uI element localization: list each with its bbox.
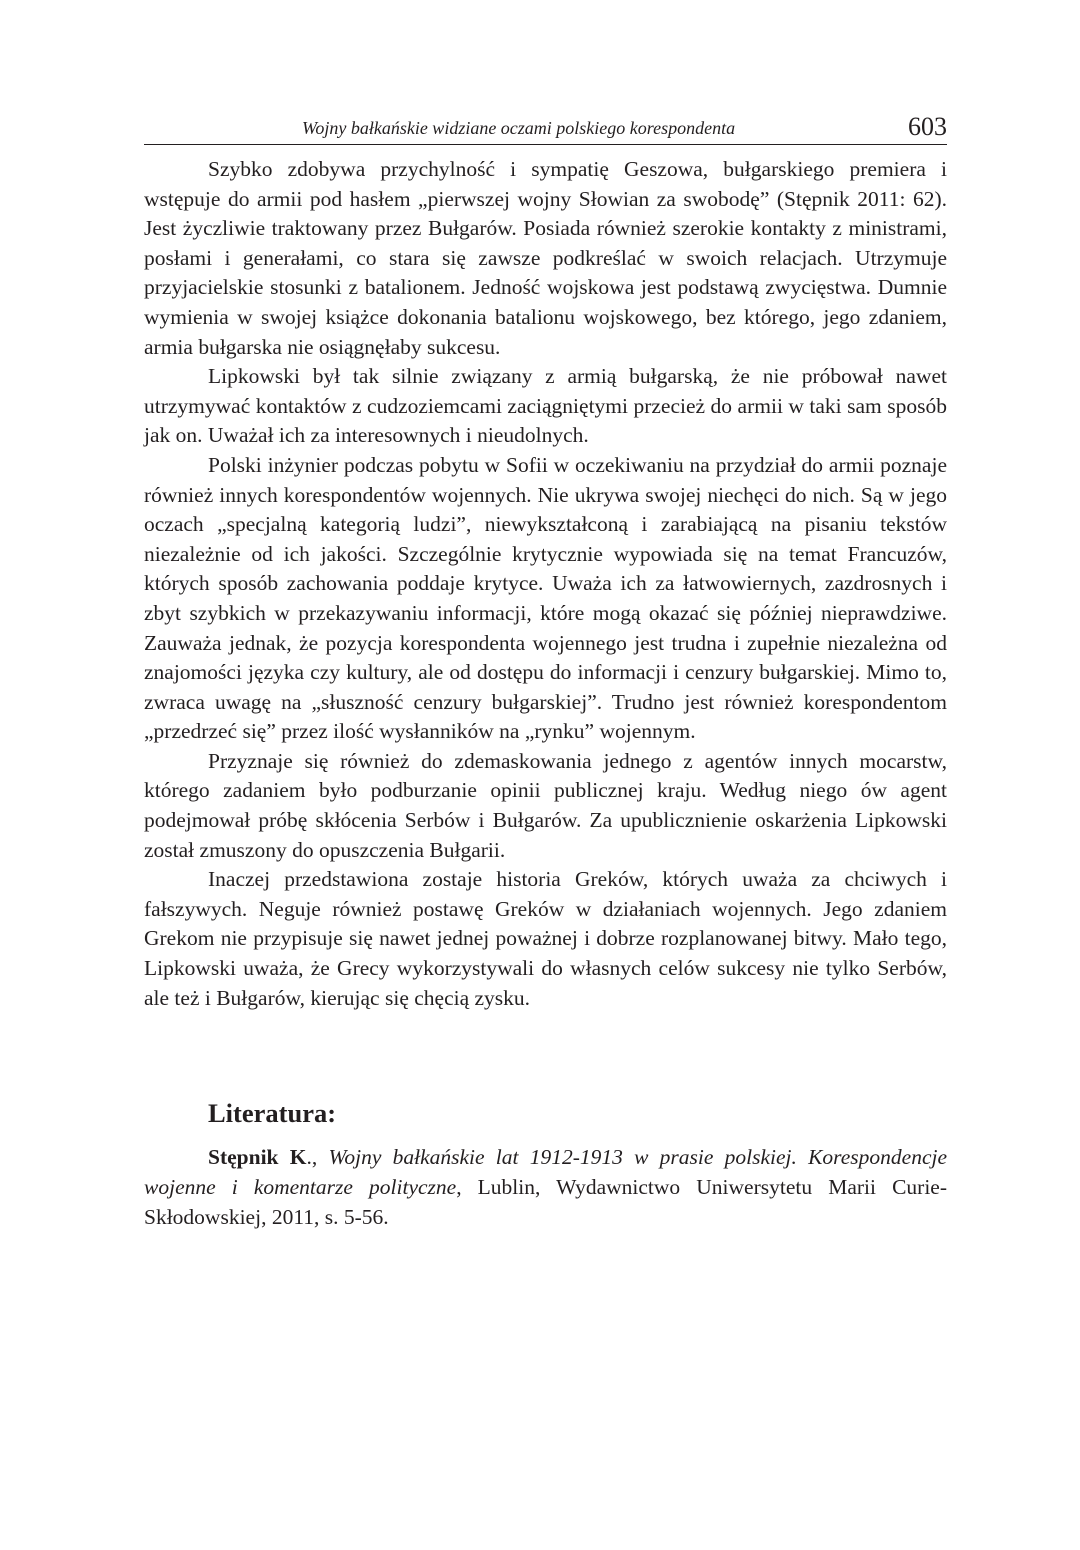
paragraph: Polski inżynier podczas pobytu w Sofii w oczekiwaniu na przydział do armii poznaje również innych korespondentów wojennych. Nie ukrywa swojej niechęci do nich. Są w jego oczach „specjalną kategorią ludzi”, niewykształconą i zarabiającą na pisaniu tekstów niezależnie od ich jakości. Szczególnie krytycznie wypowiada się na temat Francuzów, których sposób zachowania poddaje krytyce. Uważa ich za łatwowiernych, zazdrosnych i zbyt szybkich w przekazywaniu informacji, które mogą okazać się później nieprawdziwe. Zauważa jednak, że pozycja korespondenta wojennego jest trudna i zupełnie niezależna od znajomości języka czy kultury, ale od dostępu do informacji i cenzury bułgarskiej. Mimo to, zwraca uwagę na „słuszność cenzury bułgarskiej”. Trudno jest również korespondentom „przedrzeć się” przez ilość wysłanników na „rynku” wojennym. bbox=[144, 452, 947, 744]
paragraph: Inaczej przedstawiona zostaje historia Greków, których uważa za chciwych i fałszywych. Neguje również postawę Greków w działaniach wojennych. Jego zdaniem Grekom nie przypisuje się nawet jednej poważnej i dobrze rozplanowanej bitwy. Mało tego, Lipkowski uważa, że Grecy wykorzystywali do własnych celów sukcesy nie tylko Serbów, ale też i Bułgarów, kierując się chęcią zysku. bbox=[144, 867, 947, 1010]
paragraph: Przyznaje się również do zdemaskowania jednego z agentów innych mocarstw, którego zadaniem było podburzanie opinii publicznej kraju. Według niego ów agent podejmował próbę skłócenia Serbów i Bułgarów. Za upublicznienie oskarżenia Lipkowski został zmuszony do opuszczenia Bułgarii. bbox=[144, 748, 947, 862]
page-number: 603 bbox=[908, 112, 947, 141]
bibliography-entry bbox=[144, 1142, 947, 1232]
paragraph: Szybko zdobywa przychylność i sympatię Geszowa, bułgarskiego premiera i wstępuje do armii pod hasłem „pierwszej wojny Słowian za swobodę” (Stępnik 2011: 62). Jest życzliwie traktowany przez Bułgarów. Posiada również szerokie kontakty z ministrami, posłami i generałami, co stara się zawsze podkreślać w swoich relacjach. Utrzymuje przyjacielskie stosunki z batalionem. Jedność wojskowa jest podstawą zwycięstwa. Dumnie wymienia w swojej książce dokonania batalionu wojskowego, bez którego, jego zdaniem, armia bułgarska nie osiągnęłaby sukcesu. bbox=[144, 157, 947, 359]
reference-publication: , Lublin, Wydawnictwo Uniwersytetu Marii Curie-Skłodowskiej, 2011, s. 5-56. bbox=[144, 1175, 947, 1229]
literature-heading: Literatura: bbox=[208, 1098, 337, 1128]
paragraph: Lipkowski był tak silnie związany z armią bułgarską, że nie próbował nawet utrzymywać kontaktów z cudzoziemcami zaciągniętymi przecież do armii w taki sam sposób jak on. Uważał ich za interesownych i nieudolnych. bbox=[144, 364, 947, 448]
reference-title: Wojny bałkańskie lat 1912-1913 w prasie polskiej. Korespondencje wojenne i komentarze polityczne bbox=[144, 1145, 948, 1199]
running-header bbox=[144, 112, 947, 145]
reference-author: Stępnik K bbox=[208, 1145, 307, 1169]
running-title: Wojny bałkańskie widziane oczami polskiego korespondenta bbox=[302, 118, 736, 138]
reference-separator: ., bbox=[306, 1145, 329, 1169]
body-text bbox=[144, 155, 947, 1013]
